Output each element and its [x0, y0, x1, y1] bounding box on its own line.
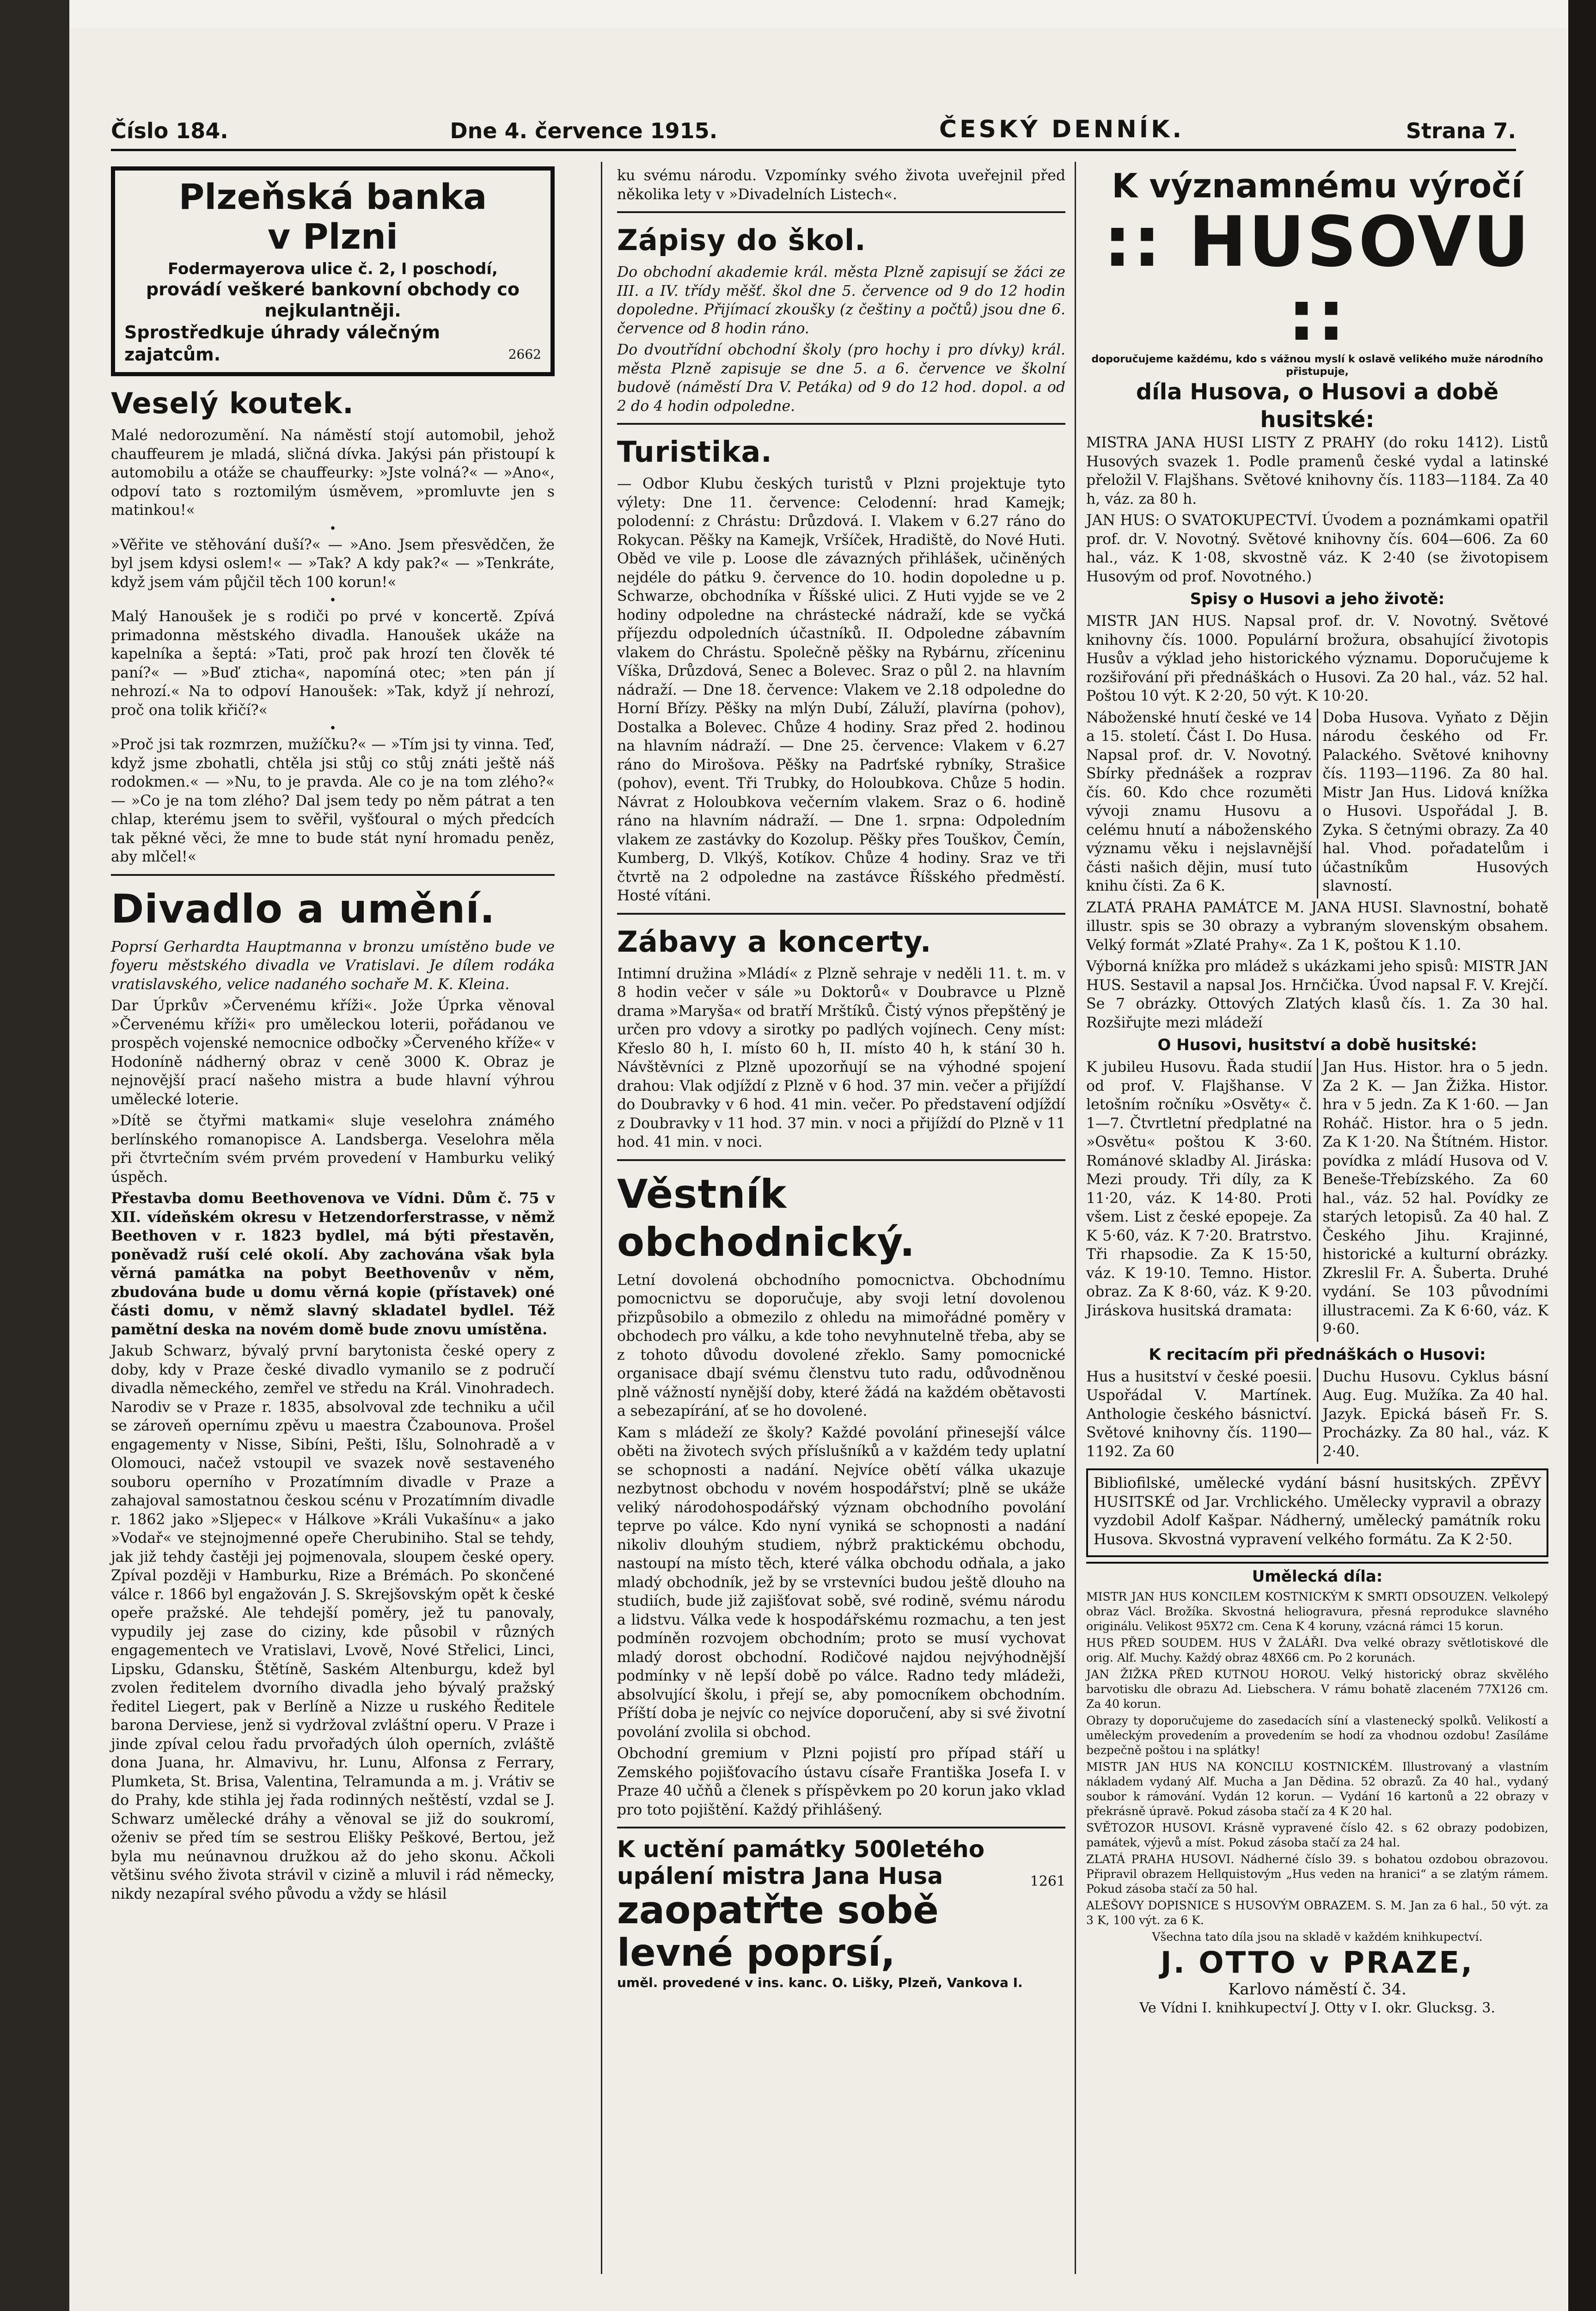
artwork-entry: MISTR JAN HUS KONCILEM KOSTNICKÝM K SMRTI ODSOUZEN. Velkolepý obraz Václ. Brožíka. Skvostná heliogravura, přesná reprodukce slavného originálu. Velikost 95X72 cm. Cena K 4 koruny, vzácná rámci 15 korun.: [1086, 1590, 1548, 1633]
section-divider: [111, 874, 555, 876]
hus-head-line2: :: HUSOVU ::: [1103, 202, 1531, 356]
bust-ad-address: uměl. provedené v ins. kanc. O. Lišky, Plzeň, Vankova I.: [617, 1975, 1023, 1990]
book-entry: Náboženské hnutí české ve 14 a 15. století. Část I. Do Husa. Napsal prof. dr. V. Novotný. Sbírky přednášek a rozprav čís. 60. Kdo chce rozuměti vývoji znamu Husovu a celému hnutí a náboženského významu věku i nejslavnější části našich dějin, musí tuto knihu čísti. Za 6 K.: [1086, 709, 1312, 894]
artwork-entry: Obrazy ty doporučujeme do zasedacích síní a vlastenecký spolků. Velikostí a uměleckým provedením a provedením se hodí za vhodnou ozdobu! Zasíláme bezpečně poštou i na splátky!: [1086, 1714, 1548, 1757]
article-paragraph: Do obchodní akademie král. města Plzně zapisují se žáci ze III. a IV. třídy měšť. škol dne 5. července od 9 do 12 hodin dopoledne. Přijímací zkoušky (z češtiny a počtů) jsou dne 6. července od 8 hodin ráno.: [617, 264, 1065, 337]
artwork-entry: MISTR JAN HUS NA KONCILU KOSTNICKÉM. Illustrovaný a vlastním nákladem vydaný Alf. Mucha a Jan Dědina. 52 obrazů. Za 40 hal., vydaný soubor k rámování. Vydán 12 korun. — Vydání 16 kartonů a 22 obrazy v překrásně úpravě. Pokud zásoba stačí za 4 K 20 hal.: [1086, 1760, 1548, 1818]
article-paragraph: Intimní družina »Mládí« z Plzně sehraje v neděli 11. t. m. v 8 hodin večer v sále »u Doktorů« v Doubravce u Plzně drama »Maryša« od bratří Mrštíků. Čistý výnos přepštěný je určen pro vdovy a sirotky po padlých vojínech. Ceny míst: Křeslo 80 h, I. místo 60 h, II. místo 40 h, k stání 30 h. Návštěvníci z Plzně upozorňují se na výhodné spojení drahou: Vlak odjíždí z Plzně v 6 hod. 37 min. večer a přijíždí do Doubravky v 6 hod. 41 min. večer. Po představení odjíždí z Doubravky v 11 hod. 37 min. v noci a přijíždí do Plzně v 11 hod. 41 min. v noci.: [617, 965, 1065, 1150]
hus-head-line1: K významnému výročí: [1112, 166, 1523, 205]
book-entry: MISTR JAN HUS. Napsal prof. dr. V. Novotný. Světové knihovny čís. 1000. Populární brožura, obsahující životopis Husův a výklad jeho historického významu. Doporučujeme k rozšiřování při přednáškách o Husovi. Za 20 hal., váz. 52 hal. Poštou 10 výt. K 2·20, 50 výt. K 10·20.: [1086, 613, 1548, 704]
section-divider: [617, 423, 1065, 425]
bust-ad-headline: K uctění památky 500letého upálení mistra Jana Husa: [617, 1836, 985, 1889]
article-paragraph: Kam s mládeží ze školy? Každé povolání přinesejší válce oběti na životech svých příslušníků a v každém tedy uplatní se schopnosti a nadání. Nejvíce obětí válka ukazuje nezbytnost obchodu v novém hospodářství; plně se ukáže veliký národohospodářský význam obchodního povolání teprve po válce. Kdo nyní vyniká se schopnosti a nadání nikoliv dlouhým studiem, nýbrž praktickému obchodu, nastoupí na místo těch, které válka obchodu odňala, a jako mladý obchodník, jež by se vrstevníci budou ještě dlouho na studiích, bude již zajišťovat sobě, své rodině, svému národu a lidstvu. Válka vede k hospodářskému rozmachu, a ten jest podmíněn rozvojem obchodním; proto se musí vychovat mladý dorost obchodní. Rodičové najdou nejvýhodnější podmínky v ně lepší době po válce. Radno tedy mládeži, absolvující školu, i přejí se, aby pomocníkem obchodním. Příští doba je nejvíc co nejvíce doporučení, aby si své životní povolání zvolila si obchod.: [617, 1424, 1065, 1741]
two-column-left: [1086, 709, 1318, 899]
hus-head-line3: doporučujeme každému, kdo s vážnou myslí k oslavě velikého muže národního přistupuje,: [1091, 354, 1543, 378]
section-title-divadlo: Divadlo a umění.: [111, 886, 495, 932]
section-divider: [617, 1827, 1065, 1828]
article-paragraph: ku svému národu. Vzpomínky svého života uveřejnil před několika lety v »Divadelních Listech«.: [617, 167, 1065, 203]
bibliophile-edition-box: [1086, 1468, 1548, 1557]
book-entry: K jubileu Husovu. Řada studií od prof. V. Flajšhanse. V letošním ročníku »Osvěty« č. 1—7. Čtvrtletní předplatné na »Osvětu« poštou K 3·60. Románové skladby Al. Jiráska: Mezi proudy. Tři díly, za K 11·20, váz. K 14·80. Proti všem. List z české epopeje. Za K 5·60, váz. K 7·20. Bratrstvo. Tři rhapsodie. Za K 15·50, váz. K 19·10. Temno. Histor. obraz. Za K 8·60, váz. K 9·20. Jiráskova husitská dramata:: [1086, 1059, 1312, 1319]
book-entry: Doba Husova. Vyňato z Dějin národu českého od Fr. Palackého. Světové knihovny čís. 1193—1196. Za 80 hal. Mistr Jan Hus. Lidová knížka o Husovi. Uspořádal J. B. Zyka. S četnými obrazy. Za 40 hal. Vhod. pořadatelům i účastníkům Husových slavností.: [1322, 709, 1548, 894]
article-paragraph: Do dvoutřídní obchodní školy (pro hochy i pro dívky) král. města Plzně zapisuje se dne 5. a 6. července ve školní budově (náměstí Dra V. Petáka) od 9 do 12 hod. dopol. a od 2 do 4 hodin odpoledne.: [617, 342, 1065, 415]
column-2: [617, 166, 1065, 1991]
article-paragraph: Dar Úprkův »Červenému kříži«. Jože Úprka věnoval »Červenému kříži« pro uměleckou loterii, pořádanou ve prospěch vojenské nemocnice odbočky »Červeného kříže« v Hodoníně nádherný obraz v ceně 3000 K. Obraz je nejnovější prací našeho mistra a bude hlavní výhrou umělecké loterie.: [111, 997, 555, 1108]
book-entry: Jan Hus. Histor. hra o 5 jedn. Za 2 K. — Jan Žižka. Histor. hra v 5 jedn. Za K 1·60. — Jan Roháč. Histor. hra o 5 jedn. Za K 1·20. Na Štítném. Histor. povídka z mládí Husova od V. Beneše-Třebízského. Za 60 hal., váz. 52 hal. Povídky ze starých letopisů. Za 40 hal. Z Českého Jihu. Krajinné, historické a kulturní obrázky. Zkreslil Fr. A. Šuberta. Druhé vydání. Se 103 původními illustracemi. Za K 6·60, váz. K 9·60.: [1322, 1059, 1548, 1338]
artwork-entry: ZLATÁ PRAHA HUSOVI. Nádherné číslo 39. s bohatou ozdobou obrazovou. Připravil obrazem Hellquistovým „Hus veden na hranici“ a se zlatým rámem. Pokud zásoba stačí za 50 hal.: [1086, 1852, 1548, 1895]
stock-note: Všechna tato díla jsou na skladě v každém knihkupectví.: [1152, 1930, 1483, 1944]
article-paragraph: »Věřite ve stěhování duší?« — »Ano. Jsem přesvědčen, že byl jsem kdysi oslem!« — »Tak? A kdy pak?« — »Tenkráte, když jsem vám půjčil těch 100 korun!«: [111, 536, 555, 591]
publisher-vienna: Ve Vídni I. knihkupectví J. Otty v I. okr. Glucksg. 3.: [1139, 2000, 1495, 2016]
subsection-title-spisy: Spisy o Husovi a jeho životě:: [1190, 590, 1445, 608]
two-column-left: [1086, 1058, 1318, 1342]
issue-date: Dne 4. července 1915.: [450, 118, 718, 143]
article-paragraph: Obchodní gremium v Plzni pojistí pro případ stáří u Zemského pojišťovacího ústavu císaře Františka Josefa I. v Praze 40 učňů a členek s příspěvkem po 20 korun jako vklad pro toto pojištění. Každý přihlášený.: [617, 1745, 1065, 1818]
artwork-entry: ALEŠOVY DOPISNICE S HUSOVÝM OBRAZEM. S. M. Jan za 6 hal., 50 výt. za 3 K, 100 výt. za 6 K.: [1086, 1899, 1548, 1927]
two-column-right: [1318, 1368, 1549, 1464]
book-entry: ZLATÁ PRAHA PAMÁTCE M. JANA HUSI. Slavnostní, bohatě illustr. spis se 30 obrazy a vybraným slovenským obsahem. Velký formát »Zlaté Prahy«. Za 1 K, poštou K 1.10.: [1086, 899, 1548, 954]
newspaper-page: [69, 28, 1567, 2311]
article-paragraph: Poprsí Gerhardta Hauptmanna v bronzu umístěno bude ve foyeru městského divadla ve Vratislavi. Je dílem rodáka vratislavského, velice nadaného sochaře M. K. Kleina.: [111, 938, 555, 993]
artwork-entry: HUS PŘED SOUDEM. HUS V ŽALÁŘI. Dva velké obrazy světlotiskové dle orig. Alf. Muchy. Každý obraz 48X66 cm. Po 2 korunách.: [1086, 1636, 1548, 1664]
section-title-zabavy: Zábavy a koncerty.: [617, 924, 932, 959]
article-paragraph: »Proč jsi tak rozmrzen, mužíčku?« — »Tím jsi ty vinna. Teď, když jsme zbohatli, chtěla jsi stůj co stůj znáti ještě náš rodokmen.« — »Nu, to je pravda. Ale co je na tom zlého?« — »Co je na tom zlého? Dal jsem tedy po něm pátrat a ten chlap, kterému jsem to svěřil, vyšťoural o mých předcích tak pěkné věci, že mne to bude stát nyní hromadu peněz, aby mlčel!«: [111, 736, 555, 865]
book-entry: Duchu Husovu. Cyklus básní Aug. Eug. Mužíka. Za 40 hal. Jazyk. Epická báseň Fr. S. Procházky. Za 80 hal., váz. K 2·40.: [1322, 1368, 1548, 1460]
section-title-turistika: Turistika.: [617, 435, 772, 469]
two-column-left: [1086, 1368, 1318, 1464]
section-divider: [617, 211, 1065, 213]
book-entry: Výborná knížka pro mládež s ukázkami jeho spisů: MISTR JAN HUS. Sestavil a napsal Jos. Hrnčička. Úvod napsal F. V. Krejčí. Se 7 obrázky. Ottových Zlatých klasů čís. 1. Za 30 hal. Rozšiřujte mezi mládeží: [1086, 958, 1548, 1031]
publisher-name: J. OTTO v PRAZE,: [1160, 1946, 1474, 1980]
column-rule-1: [601, 162, 602, 2274]
two-column-right: [1318, 1058, 1549, 1342]
page-number: Strana 7.: [1406, 118, 1516, 143]
bank-name: Plzeňská banka: [178, 176, 487, 217]
bust-ad-row: [617, 1836, 1065, 1889]
separator-dot: •: [329, 521, 336, 536]
two-column-right: [1318, 709, 1549, 899]
article-paragraph: — Odbor Klubu českých turistů v Plzni projektuje tyto výlety: Dne 11. července: Celodenní: hrad Kamejk; polodenní: z Chrástu: Drůzdová. I. Vlakem v 6.27 ráno do Rokycan. Pěšky na Kamejk, Vršíček, Hradiště, do Nové Huti. Oběd ve vile p. Loose dle závazných přihlášek, učiněných nejdéle do pátku 9. července do 10. hodin dopoledne u p. Schwarze, obchodníka v Říšské ulici. Z Huti vyjde se ve 2 hodiny odpoledne na chrástecké nádraží, kde se vyčká příjezdu odpoledních účastníků. II. Odpoledne zábavním vlakem do Chrástu. Společně pěšky na Rybárnu, zříceninu Víška, Drůzdová, Senec a Bolevec. Sraz o půl 2. na hlavním nádraží. — Dne 18. července: Vlakem ve 2.18 odpoledne do Horní Břízy. Pěšky na mlýn Dubí, Záluží, plavírna (pohov), Dostalka a Bolevec. Chůze 4 hodiny. Sraz před 2. hodinou na hlavním nádraží. — Dne 25. července: Vlakem v 6.27 ráno do Mirošova. Pěšky na Padrťské rybníky, Strašice (pohov), event. Tři Trubky, do Holoubkova. Chůze 5 hodin. Návrat z Holoubkova večerním vlakem. Sraz o 6. hodině ráno na hlavním nádraží. — Dne 1. srpna: Odpoledním vlakem ze zastávky do Kozolup. Pěšky přes Touškov, Čemín, Kumberg, D. Vlkýš, Kotíkov. Chůze 4 hodiny. Sraz ve tři čtvrtě na 2 odpoledne na zastávce Říšského předměstí. Hosté vítáni.: [617, 476, 1065, 904]
scan-left-edge: [0, 0, 69, 2311]
article-paragraph: Letní dovolená obchodního pomocnictva. Obchodnímu pomocnictvu se doporučuje, aby svoji letní dovolenou přizpůsobilo a obmezilo z ohledu na mimořádné poměry v obchodech pro válku, a kde toho nevyhnutelně třeba, aby se z tohoto důvodu dovolené zřeklo. Samy pomocnické organisace dbají svému členstvu tuto radu, odůvodněnou plně vážností nynější doby, které žádá na každém obětavosti a sebezapírání, ať se ho dovolené.: [617, 1272, 1065, 1419]
column-rule-2: [1075, 162, 1076, 2274]
section-divider: [617, 1159, 1065, 1161]
article-paragraph: »Dítě se čtyřmi matkami« sluje veselohra známého berlínského romanopisce A. Landsberga. Veselohra měla při čtvrtečním svém prvém provedení v Hamburku veliký úspěch.: [111, 1113, 555, 1186]
separator-dot: •: [329, 593, 336, 607]
article-paragraph: Malé nedorozumění. Na náměstí stojí automobil, jehož chauffeurem je mladá, sličná dívka. Jakýsi pán přistoupí k automobilu a otáže se chauffeurky: »Jste volná?« — »Ano«, odpoví tato s roztomilým úsměvem, »promluvte jen s matinkou!«: [111, 427, 555, 519]
bank-advertisement: [111, 166, 555, 376]
subsection-title-husitstvi: O Husovi, husitství a době husitské:: [1157, 1036, 1477, 1054]
ad-code: 2662: [508, 347, 541, 362]
publisher-address: Karlovo náměstí č. 34.: [1228, 1980, 1406, 1999]
subsection-title-recitace: K recitacím při přednáškách o Husovi:: [1149, 1345, 1486, 1364]
article-paragraph: Jakub Schwarz, bývalý první barytonista české opery z doby, kdy v Praze české divadlo vymanilo se z područí divadla německého, zemřel ve středu na Král. Vinohradech. Narodiv se v Praze r. 1835, absolvoval zde techniku a učil se zároveň opernímu zpěvu u maestra Čzabounova. Prošel engagementy v Nisse, Sibíni, Pešti, Išlu, Solnohradě a v Olomouci, načež vstoupil ve svazek nově sestaveného souboru operního v Prozatímním divadle v Praze a zahajoval samostatnou českou scénu v Prozatímním divadle r. 1862 jako »Sljepec« v Hálkove »Králi Vukašínu« a jako »Vodař« ve stejnojmenné opeře Cherubiniho. Stal se tehdy, jak již tehdy častěji jej pojmenovala, sloupem české opery. Zpíval později v Hamburku, Rize a Brémách. Po skončené válce r. 1866 byl engažován J. S. Skrejšovským opět k české opeře pražské. Ale tehdejší poměry, jež tu panovaly, vypudily jej zase do ciziny, kde působil v různých engagementech ve Vratislavi, Lvově, Nové Střelici, Linci, Lipsku, Gdansku, Štětíně, Saském Altenburgu, kdež byl zvolen ředitelem dvorního divadla jeho bývalý pražský ředitel Liegert, pak v Berlíně a Nizze u ruského Ředitele barona Derviese, jenž si vydržoval zvláštní operu. V Praze i jinde zpíval celou řadu prvořadých úloh operních, zvláště dona Juana, hr. Almavivu, hr. Lunu, Alfonsa z Ferrary, Plumketa, St. Brisa, Valentina, Telramunda a m. j. Vrátiv se do Prahy, kde stihla jej řada rodinných neštěstí, vzdal se J. Schwarz umělecké dráhy a věnoval se již do soukromí, oženiv se před tím se sestrou Elišky Peškové, Bertou, jež byla mu neúnavnou družkou až do jeho skonu. Ačkoli většinu svého života strávil v cizině a mluvil i rád německy, nikdy nezapíral svého původu a vždy se hlásil: [111, 1343, 555, 1902]
column-3: [1086, 166, 1548, 2018]
bank-city: v Plzni: [267, 216, 398, 257]
section-title-vestnik: Věstník obchodnický.: [617, 1171, 916, 1266]
bank-address: Fodermayerova ulice č. 2, I poschodí,: [168, 260, 498, 278]
section-title-zapisy: Zápisy do škol.: [617, 223, 866, 257]
article-paragraph: Přestavba domu Beethovenova ve Vídni. Dům č. 75 v XII. vídeňském okresu v Hetzendorferstrasse, v němž Beethoven v r. 1823 bydlel, má býti přestavěn, poněvadž ruší celé okolí. Aby zachována však byla věrná památka na pobyt Beethovenův v něm, zbudována bude u domu věrná kopie (přístavek) oné části domu, v němž slavný skladatel bydlel. Též pamětní deska na novém domě bude znovu umístěna.: [111, 1190, 555, 1338]
subsection-title-umelecka: Umělecká díla:: [1086, 1562, 1548, 1587]
bank-note-row: [124, 321, 541, 366]
scan-right-edge: [1568, 0, 1596, 2311]
two-column-block: [1086, 1058, 1548, 1342]
bank-services: provádí veškeré bankovní obchody co nejkulantněji.: [146, 279, 520, 321]
bust-ad-slogan: zaopatřte sobě levné poprsí,: [617, 1889, 939, 1975]
page-header: [111, 102, 1516, 151]
newspaper-title: ČESKÝ DENNÍK.: [939, 116, 1185, 143]
article-paragraph: Malý Hanoušek je s rodiči po prvé v koncertě. Zpívá primadonna městského divadla. Hanoušek ukáže na kapelníka a šeptá: »Tati, proč pak hrozí ten člověk té paní?« — »Buď zticha«, napomíná otec; »ten pán jí nehrozí.« Na to odpoví Hanoušek: »Tak, když jí nehrozí, proč ona tolik křičí?«: [111, 608, 555, 719]
separator-dot: •: [329, 721, 336, 735]
hus-advertisement-head: [1086, 166, 1548, 434]
column-1: [111, 166, 555, 1906]
ad-code: 1261: [1030, 1873, 1065, 1889]
book-entry: Hus a husitství v české poesii. Uspořádal V. Martínek. Anthologie českého básnictví. Světové knihovny čís. 1190—1192. Za 60: [1086, 1368, 1312, 1460]
two-column-block: [1086, 1368, 1548, 1464]
book-entry: MISTRA JANA HUSI LISTY Z PRAHY (do roku 1412). Listů Husových svazek 1. Podle pramenů české vydal a latinské přeložil V. Flajšhans. Světové knihovny čís. 1183—1184. Za 40 h, váz. za 80 h.: [1086, 434, 1548, 507]
issue-number: Číslo 184.: [111, 118, 228, 143]
book-entry: JAN HUS: O SVATOKUPECTVÍ. Úvodem a poznámkami opatřil prof. dr. V. Novotný. Světové knihovny čís. 604—606. Za 60 hal., váz. K 1·08, skvostně váz. K 2·40 (se životopisem Husovým od prof. Novotného.): [1086, 512, 1548, 585]
section-title-vesely: Veselý koutek.: [111, 386, 354, 420]
book-entry: Bibliofilské, umělecké vydání básní husitských. ZPĚVY HUSITSKÉ od Jar. Vrchlického. Umělecky vypravil a obrazy vyzdobil Adolf Kašpar. Nádherný, umělecký památník roku Husova. Skvostná vypravení velkého formátu. Za K 2·50.: [1094, 1475, 1541, 1548]
section-divider: [617, 913, 1065, 915]
bust-advertisement: [617, 1836, 1065, 1991]
two-column-block: [1086, 709, 1548, 899]
artwork-entry: SVĚTOZOR HUSOVI. Krásně vypravené číslo 42. s 62 obrazy podobizen, památek, výjevů a míst. Pokud zásoba stačí za 24 hal.: [1086, 1821, 1548, 1849]
artwork-entry: JAN ŽIŽKA PŘED KUTNOU HOROU. Velký historický obraz skvělého barvotisku dle obrazu Ad. Liebschera. V rámu bohatě zlaceném 77X126 cm. Za 40 korun.: [1086, 1668, 1548, 1711]
bank-note: Sprostředkuje úhrady válečným zajatcům.: [124, 322, 440, 365]
hus-head-line4: díla Husova, o Husovi a době husitské:: [1136, 379, 1499, 433]
